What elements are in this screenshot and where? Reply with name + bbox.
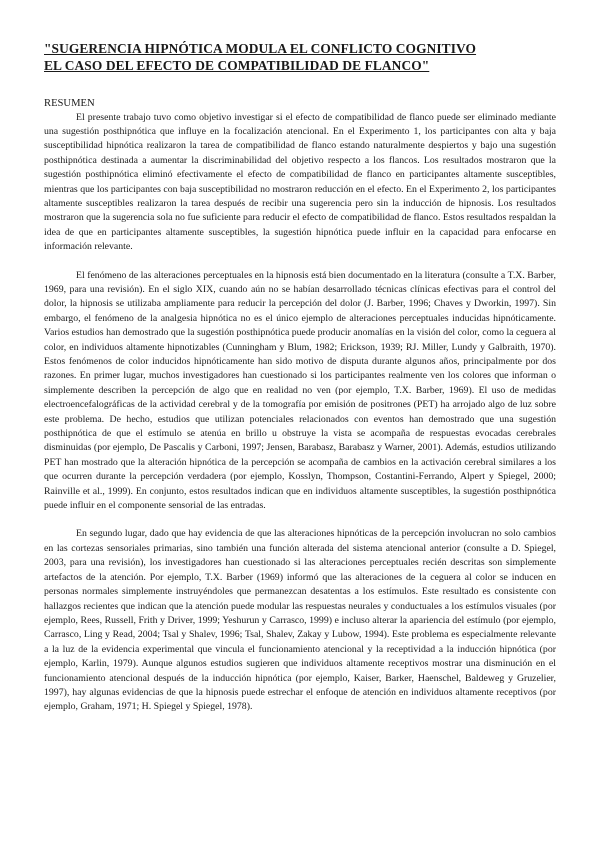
spacer — [44, 513, 556, 527]
body-paragraph-2: En segundo lugar, dado que hay evidencia de que las alteraciones hipnóticas de la percepción involucran no solo cambios en las cortezas sensoriales primarias, sino también una función alterada del sistema atencional anterior (consulte a D. Spiegel, 2003, para una revisión), los investigadores han cuestionado si las alteraciones perceptuales recién descritas son simplemente artefactos de la atención. Por ejemplo, T.X. Barber (1969) informó que las alteraciones de la ceguera al color se inducen en personas normales simplemente instruyéndoles que permanezcan desatentas a los estímulos. Este resultado es consistente con hallazgos recientes que indican que la atención puede modular las respuestas neurales y conductuales a los estímulos visuales (por ejemplo, Rees, Russell, Frith y Driver, 1999; Yeshurun y Carrasco, 1999) e incluso alterar la apariencia del estímulo (por ejemplo, Carrasco, Ling y Read, 2004; Tsal y Shalev, 1996; Tsal, Shalev, Zakay y Lubow, 1994). Este problema es especialmente relevante a la luz de la evidencia experimental que vincula el funcionamiento atencional y la receptividad a la inducción hipnótica (por ejemplo, Karlin, 1979). Aunque algunos estudios sugieren que individuos altamente receptivos mostrar una disminución en el funcionamiento atencional después de la inducción hipnótica (por ejemplo, Kaiser, Barker, Haenschel, Baldeweg y Gruzelier, 1997), hay algunas evidencias de que la hipnosis puede estrechar el enfoque de atención en individuos altamente receptivos (por ejemplo, Graham, 1971; H. Spiegel y Spiegel, 1978). — [44, 528, 556, 713]
paper-title-line-1: "SUGERENCIA HIPNÓTICA MODULA EL CONFLICTO COGNITIVO — [44, 41, 477, 56]
paper-title-line-2: EL CASO DEL EFECTO DE COMPATIBILIDAD DE FLANCO" — [44, 58, 430, 73]
paper-title — [44, 40, 556, 74]
abstract-heading: RESUMEN — [44, 98, 95, 109]
abstract-text: El presente trabajo tuvo como objetivo investigar si el efecto de compatibilidad de flanco puede ser eliminado mediante una sugestión posthipnótica que influye en la focalización atencional. En el Experimento 1, los participantes con alta y baja susceptibilidad hipnótica realizaron la tarea de compatibilidad de flanco estando naturalmente despiertos y bajo una sugestión posthipnótica destinada a aumentar la discriminabilidad del objetivo respecto a los flancos. Los resultados mostraron que la sugestión posthipnótica eliminó efectivamente el efecto de compatibilidad de flanco en participantes altamente susceptibles, mientras que los participantes con baja susceptibilidad no mostraron reducción en el efecto. En el Experimento 2, los participantes altamente susceptibles realizaron la tarea después de recibir una sugerencia pero sin la inducción de hipnosis. Los resultados mostraron que la sugerencia sola no fue suficiente para reducir el efecto de compatibilidad de flanco. Estos resultados respaldan la idea de que en participantes altamente susceptibles, la sugestión hipnótica puede influir en la capacidad para enfocarse en información relevante. — [44, 111, 556, 253]
body-paragraph-1: El fenómeno de las alteraciones perceptuales en la hipnosis está bien documentado en la literatura (consulte a T.X. Barber, 1969, para una revisión). En el siglo XIX, cuando aún no se habían desarrollado técnicas clínicas efectivas para el control del dolor, la hipnosis se utilizaba ampliamente para reducir la percepción del dolor (J. Barber, 1996; Chaves y Dworkin, 1997). Sin embargo, el fenómeno de la analgesia hipnótica no es el único ejemplo de alteraciones perceptuales inducidas hipnóticamente. Varios estudios han demostrado que la sugestión posthipnótica puede producir anomalías en la visión del color, como la ceguera al color, en individuos altamente hipnotizables (Cunningham y Blum, 1982; Erickson, 1939; RJ. Miller, Lundy y Galbraith, 1970). Estos fenómenos de color inducidos hipnóticamente han sido motivo de disputa durante algunos años, principalmente por dos razones. En primer lugar, muchos investigadores han cuestionado si los participantes realmente ven los colores que informan o simplemente describen la percepción de algo que en realidad no ven (por ejemplo, T.X. Barber, 1969). El uso de medidas electroencefalográficas de la actividad cerebral y de la tomografía por emisión de positrones (PET) ha arrojado algo de luz sobre este problema. De hecho, estudios que utilizan potenciales relacionados con eventos han demostrado que una sugestión posthipnótica de que el estímulo se atenúa en brillo u obstruye la vista se acompaña de respuestas evocadas cerebrales disminuidas (por ejemplo, De Pascalis y Carboni, 1997; Jensen, Barabasz, Barabasz y Warner, 2001). Además, estudios utilizando PET han mostrado que la alteración hipnótica de la percepción se acompaña de cambios en la activación cerebral similares a los que ocurren durante la percepción verdadera (por ejemplo, Kosslyn, Thompson, Costantini-Ferrando, Alpert y Spiegel, 2000; Rainville et al., 1999). En conjunto, estos resultados indican que en individuos altamente susceptibles, la sugestión posthipnótica puede influir en el componente sensorial de las entradas. — [44, 269, 556, 512]
spacer — [44, 255, 556, 269]
